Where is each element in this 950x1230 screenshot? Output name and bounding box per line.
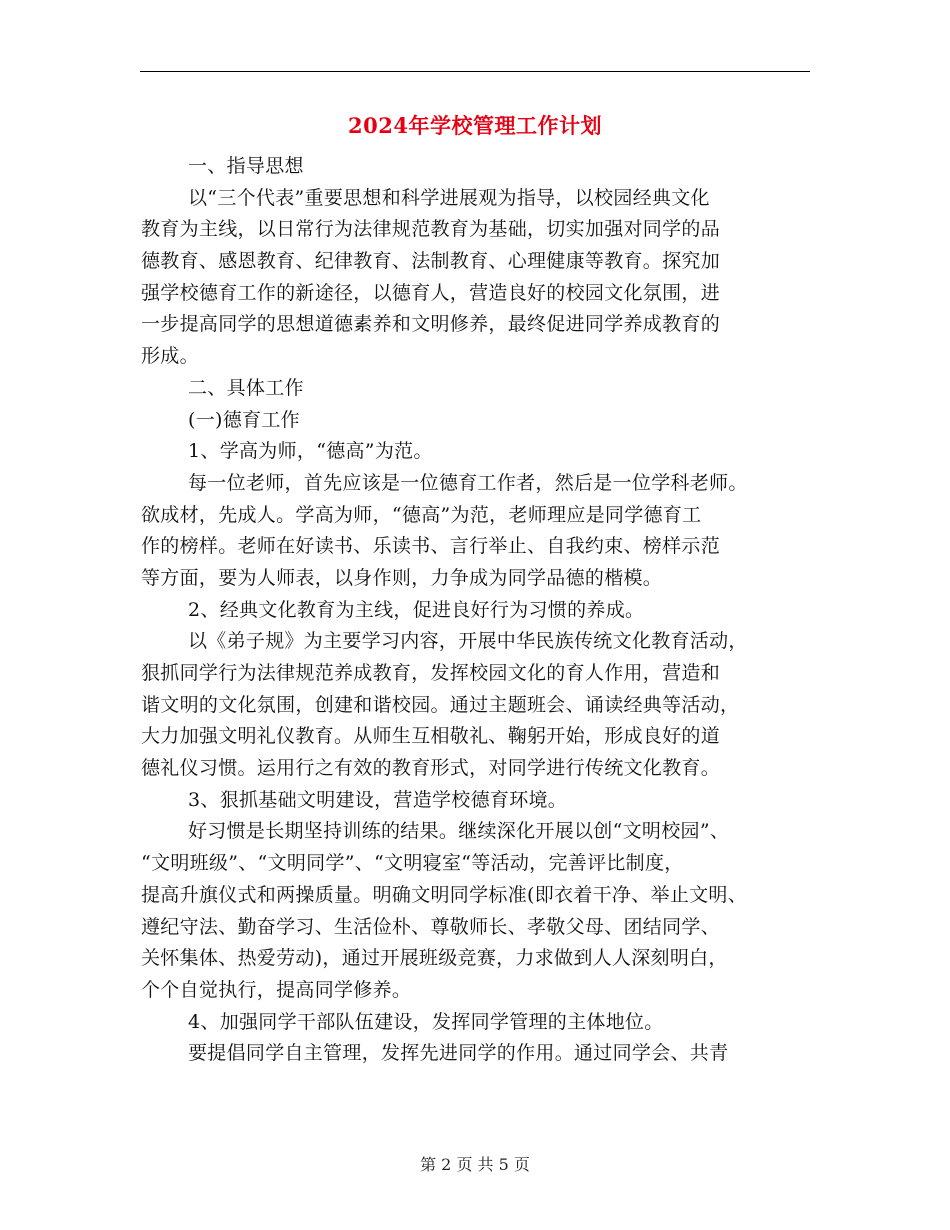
text-line: 谐文明的文化氛围，创建和谐校园。通过主题班会、诵读经典等活动， bbox=[141, 693, 740, 716]
text-line: “文明班级”、“文明同学”、“文明寝室“等活动，完善评比制度， bbox=[141, 852, 684, 875]
text-line: 大力加强文明礼仪教育。从师生互相敬礼、鞠躬开始，形成良好的道 bbox=[141, 725, 721, 748]
text-line: 3、狠抓基础文明建设，营造学校德育环境。 bbox=[188, 788, 568, 811]
text-line: 形成。 bbox=[141, 345, 199, 368]
text-line: 欲成材，先成人。学高为师，“德高”为范，老师理应是同学德育工 bbox=[141, 503, 702, 526]
text-line: 以《弟子规》为主要学习内容，开展中华民族传统文化教育活动， bbox=[188, 630, 748, 653]
text-line: 提高升旗仪式和两操质量。明确文明同学标准(即衣着干净、举止文明、 bbox=[141, 883, 748, 906]
text-line: 一步提高同学的思想道德素养和文明修养，最终促进同学养成教育的 bbox=[141, 313, 721, 336]
text-line: 等方面，要为人师表，以身作则，力争成为同学品德的楷模。 bbox=[141, 566, 663, 589]
text-line: 要提倡同学自主管理，发挥先进同学的作用。通过同学会、共青 bbox=[188, 1042, 729, 1065]
text-line: 个个自觉执行，提高同学修养。 bbox=[141, 978, 412, 1001]
text-line: 德礼仪习惯。运用行之有效的教育形式，对同学进行传统文化教育。 bbox=[141, 757, 721, 780]
text-line: 二、具体工作 bbox=[188, 376, 304, 399]
text-line: 一、指导思想 bbox=[188, 155, 304, 177]
text-line: 以“三个代表”重要思想和科学进展观为指导，以校园经典文化 bbox=[188, 186, 710, 209]
text-line: 作的榜样。老师在好读书、乐读书、言行举止、自我约束、榜样示范 bbox=[141, 535, 721, 558]
document-body bbox=[141, 151, 813, 1070]
document-title: 2024年学校管理工作计划 bbox=[348, 113, 602, 138]
text-line: 4、加强同学干部队伍建设，发挥同学管理的主体地位。 bbox=[188, 1010, 664, 1033]
text-line: 2、经典文化教育为主线，促进良好行为习惯的养成。 bbox=[188, 598, 645, 621]
text-line: 1、学高为师，“德高”为范。 bbox=[188, 440, 433, 463]
text-line: 德教育、感恩教育、纪律教育、法制教育、心理健康等教育。探究加 bbox=[141, 250, 721, 273]
page-footer: 第 2 页 共 5 页 bbox=[420, 1155, 530, 1174]
text-line: (一)德育工作 bbox=[188, 408, 300, 431]
text-line: 遵纪守法、勤奋学习、生活俭朴、尊敬师长、孝敬父母、团结同学、 bbox=[141, 915, 721, 938]
text-line: 关怀集体、热爱劳动)，通过开展班级竞赛，力求做到人人深刻明白， bbox=[141, 947, 728, 970]
header-rule bbox=[140, 71, 810, 72]
text-line: 强学校德育工作的新途径，以德育人，营造良好的校园文化氛围，进 bbox=[141, 281, 721, 304]
text-line: 好习惯是长期坚持训练的结果。继续深化开展以创“文明校园”、 bbox=[188, 820, 730, 843]
text-line: 每一位老师，首先应该是一位德育工作者，然后是一位学科老师。 bbox=[188, 471, 748, 494]
text-line: 教育为主线，以日常行为法律规范教育为基础，切实加强对同学的品 bbox=[141, 218, 721, 241]
text-line: 狠抓同学行为法律规范养成教育，发挥校园文化的育人作用，营造和 bbox=[141, 662, 721, 684]
